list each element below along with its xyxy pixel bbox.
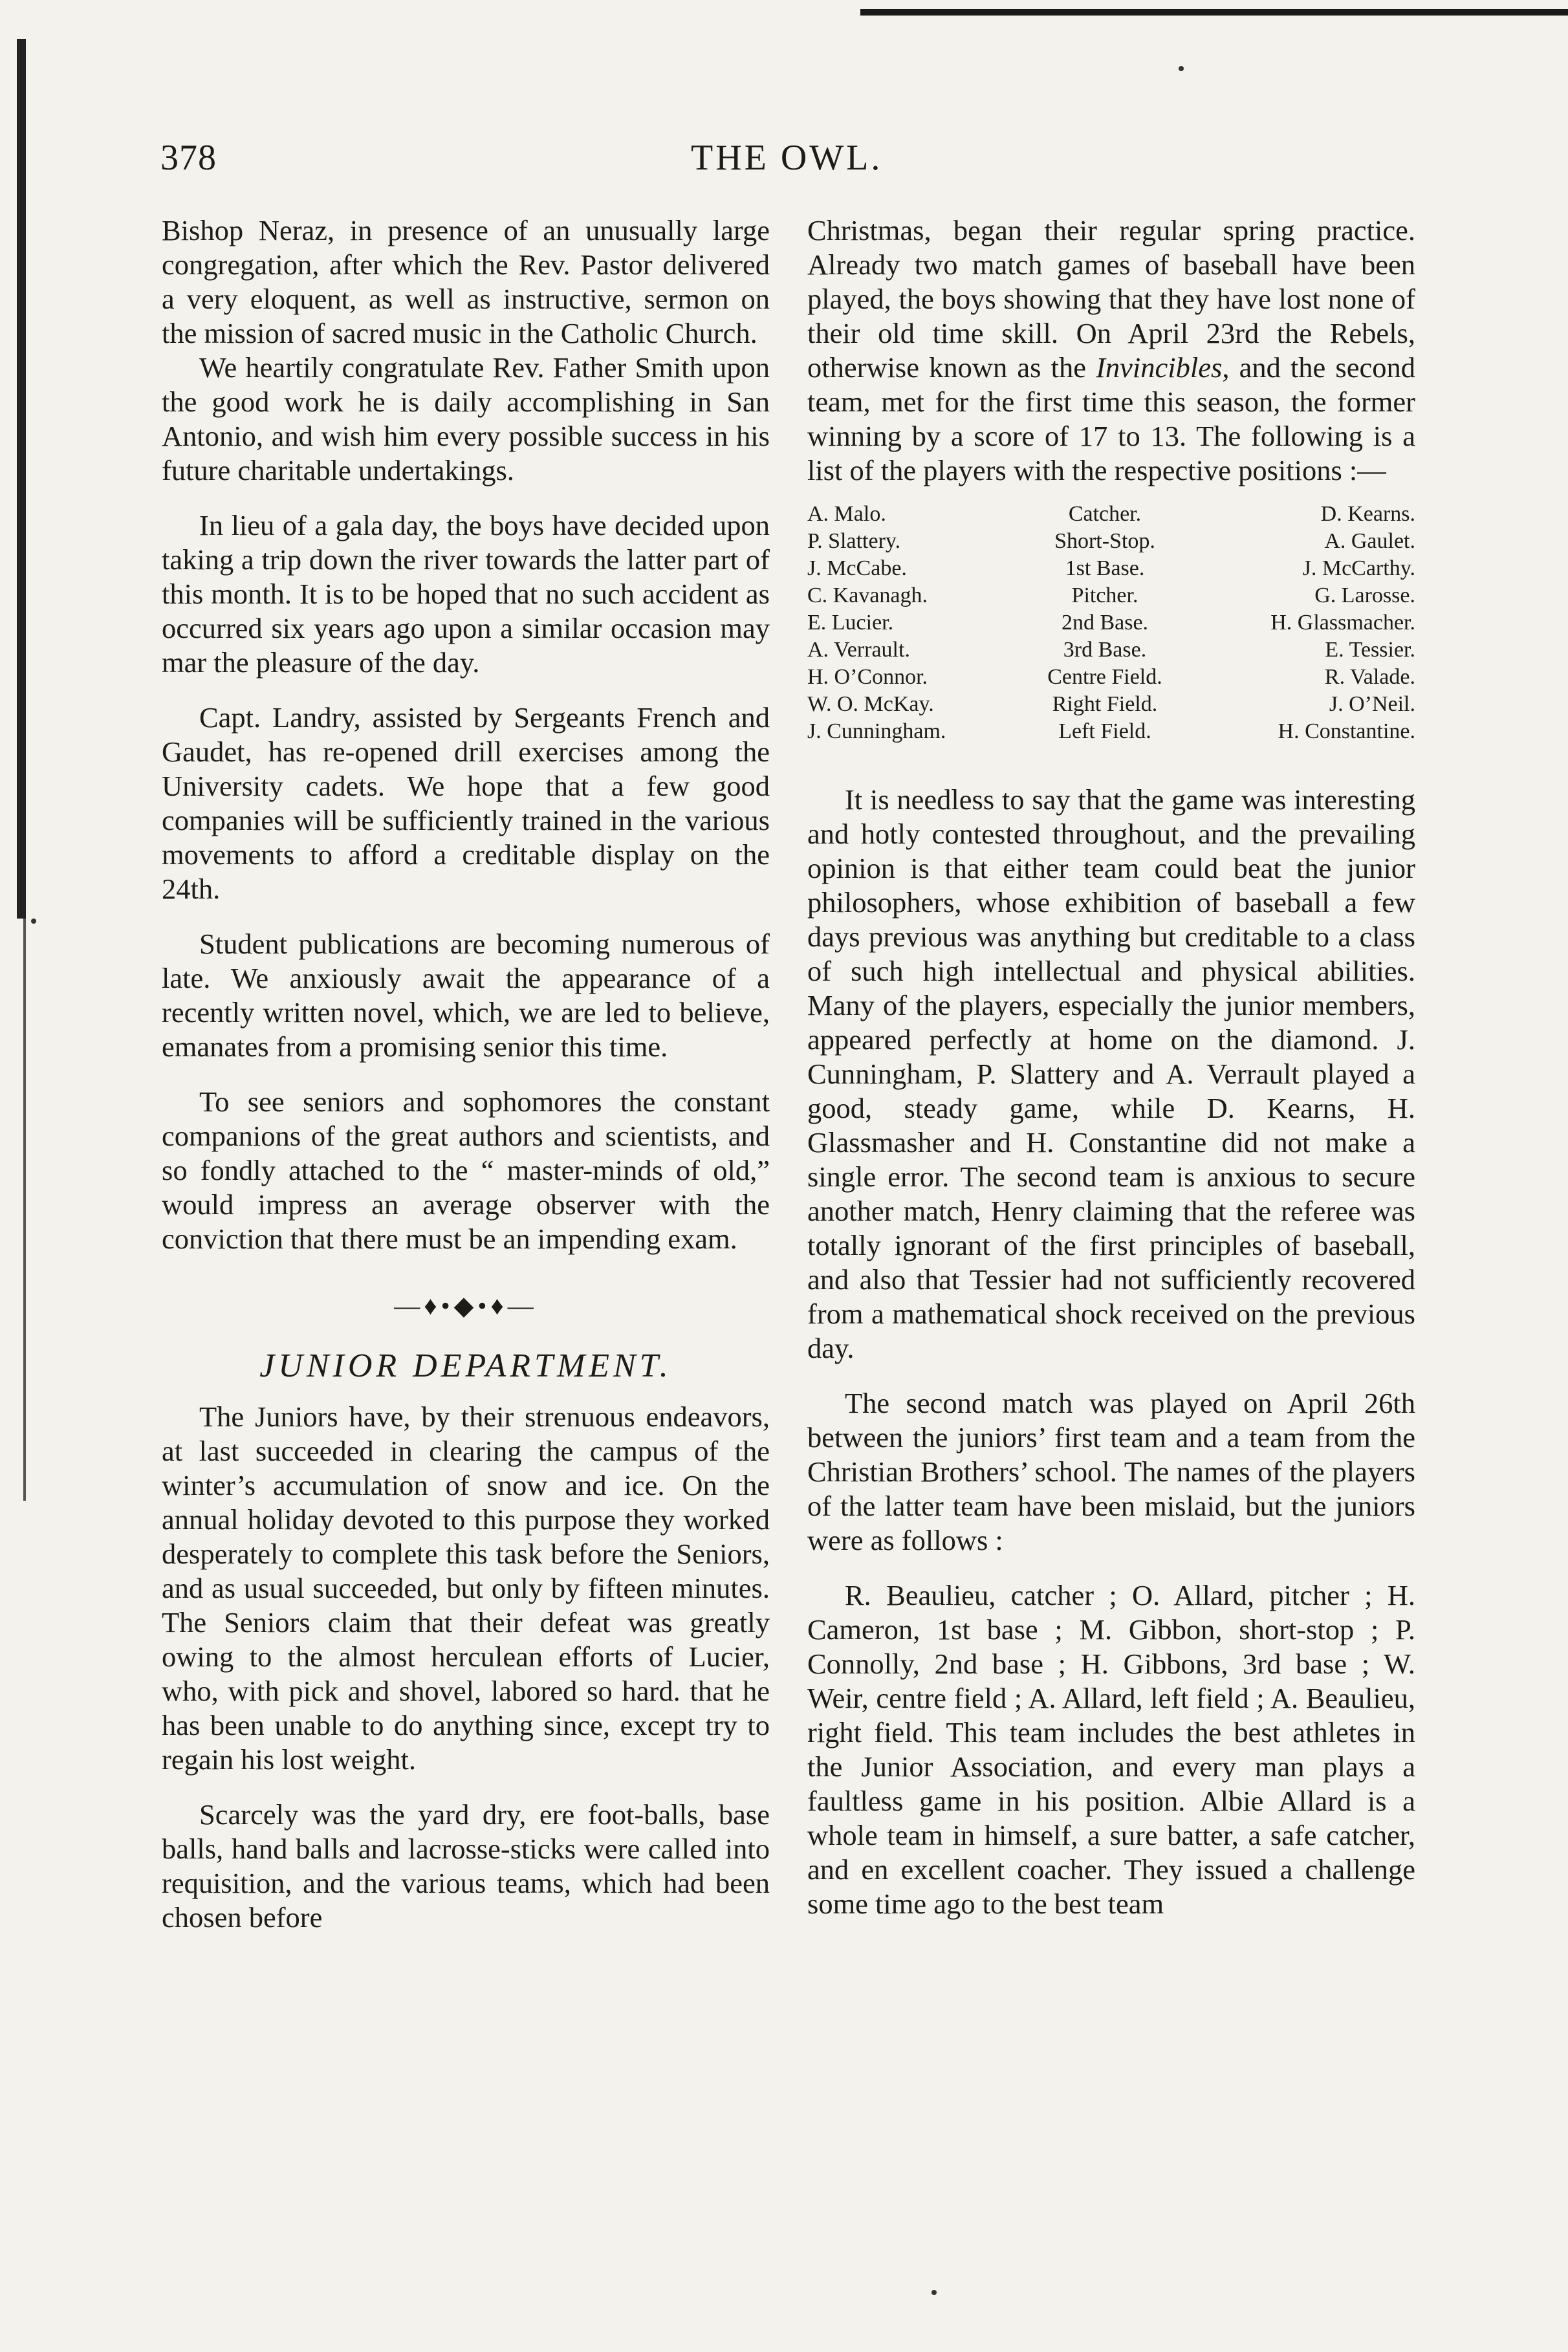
paragraph: The Juniors have, by their strenuous endeavors, at last succeeded in clearing the campus of the winter’s accumulation of snow and ice. On the annual holiday devoted to this purpose they worked desperately to complete this task before the Seniors, and as usual succeeded, but only by fifteen minutes. The Seniors claim that their defeat was greatly owing to the almost herculean efforts of Lucier, who, with pick and shovel, labored so hard. that he has been unable to do anything since, except try to regain his lost weight. (162, 1400, 770, 1776)
rebels-player-cell: A. Malo. (807, 502, 886, 526)
table-row (807, 691, 1415, 718)
position-cell: 3rd Base. (1063, 638, 1147, 662)
paragraph (807, 213, 1415, 488)
ink-speck (931, 2290, 937, 2295)
table-row (807, 555, 1415, 582)
table-row (807, 664, 1415, 691)
paragraph: R. Beaulieu, catcher ; O. Allard, pitcher ; H. Cameron, 1st base ; M. Gibbon, short-stop ; P. Connolly, 2nd base ; H. Gibbons, 3rd base ; W. Weir, centre field ; A. Allard, left field ; A. Beaulieu, right field. This team includes the best athletes in the Junior Association, and every man plays a faultless game in his position. Albie Allard is a whole team in himself, a sure batter, a safe catcher, and en excellent coacher. They issued a challenge some time ago to the best team (807, 1579, 1415, 1920)
rebels-player-cell: W. O. McKay. (807, 692, 934, 716)
paragraph: Student publications are becoming numerous of late. We anxiously await the appearance of a recently written novel, which, we are led to believe, emanates from a promising senior this time. (162, 928, 770, 1063)
position-cell: 1st Base. (1065, 556, 1145, 580)
position-cell: Left Field. (1058, 719, 1151, 743)
second-team-player-cell: A. Gaulet. (1324, 529, 1415, 553)
text-run: Christmas, began their regular spring practice. Already two match games of baseball have been played, the boys showing that they have lost none of their old time skill. On April 23rd the Rebels, otherwise known as the (807, 214, 1415, 384)
position-cell: Right Field. (1052, 692, 1158, 716)
left-edge-shadow-lower (23, 919, 26, 1501)
position-cell: 2nd Base. (1061, 611, 1149, 635)
table-row (807, 718, 1415, 745)
page-number: 378 (160, 138, 217, 178)
table-row (807, 528, 1415, 555)
left-edge-shadow (17, 39, 26, 919)
rebels-player-cell: H. O’Connor. (807, 665, 928, 689)
paragraph: We heartily congratulate Rev. Father Smith upon the good work he is daily accomplishing in San Antonio, and wish him every possible success in his future charitable undertakings. (162, 351, 770, 486)
left-column (162, 213, 770, 1955)
text-run: , and the second team, met for the first time this season, the former winning by a score of 17 to 13. The following is a list of the players with the respective positions :— (807, 351, 1415, 486)
second-team-player-cell: D. Kearns. (1320, 502, 1415, 526)
second-team-player-cell: J. McCarthy. (1302, 556, 1415, 580)
rebels-player-cell: C. Kavanagh. (807, 583, 928, 607)
position-cell: Short-Stop. (1054, 529, 1155, 553)
table-row (807, 501, 1415, 528)
team-name: Invincibles (1096, 351, 1223, 384)
paragraph: It is needless to say that the game was interesting and hotly contested throughout, and the prevailing opinion is that either team could beat the junior philosophers, whose exhibition of baseball a few days previous was anything but creditable to a class of such high intellectual and physical abilities. Many of the players, especially the junior members, appeared perfectly at home on the diamond. J. Cunningham, P. Slattery and A. Verrault played a good, steady game, while D. Kearns, H. Glassmasher and H. Constantine did not make a single error. The second team is anxious to secure another match, Henry claiming that the referee was totally ignorant of the first principles of baseball, and also that Tessier had not sufficiently recovered from a mathematical shock received on the previous day. (807, 783, 1415, 1364)
second-team-player-cell: H. Glassmacher. (1270, 611, 1415, 635)
right-column (807, 213, 1415, 1942)
table-row (807, 582, 1415, 609)
rebels-player-cell: A. Verrault. (807, 638, 910, 662)
ink-speck (1179, 66, 1184, 71)
second-team-player-cell: H. Constantine. (1278, 719, 1415, 743)
paragraph: Capt. Landry, assisted by Sergeants French and Gaudet, has re-opened drill exercises among the University cadets. We hope that a few good companies will be sufficiently trained in the various movements to afford a creditable display on the 24th. (162, 701, 770, 905)
section-title: JUNIOR DEPARTMENT. (259, 1347, 672, 1384)
paragraph: To see seniors and sophomores the constant companions of the great authors and scientists, and so fondly attached to the “ master-minds of old,” would impress an average observer with the conviction that there must be an impending exam. (162, 1085, 770, 1255)
page-header (160, 137, 1415, 189)
paragraph: The second match was played on April 26th between the juniors’ first team and a team from the Christian Brothers’ school. The names of the players of the latter team have been mislaid, but the juniors were as follows : (807, 1387, 1415, 1556)
second-team-player-cell: J. O’Neil. (1329, 692, 1415, 716)
position-cell: Pitcher. (1071, 583, 1138, 607)
rebels-player-cell: E. Lucier. (807, 611, 894, 635)
paragraph: Bishop Neraz, in presence of an unusually large congregation, after which the Rev. Pastor delivered a very eloquent, as well as instructive, sermon on the mission of sacred music in the Catholic Church. (162, 214, 770, 349)
lineup-table (807, 501, 1415, 745)
top-edge-rule (860, 9, 1568, 16)
second-team-player-cell: G. Larosse. (1314, 583, 1415, 607)
second-team-player-cell: R. Valade. (1324, 665, 1415, 689)
position-cell: Catcher. (1068, 502, 1142, 526)
running-title: THE OWL. (691, 138, 883, 178)
paragraph: In lieu of a gala day, the boys have decided upon taking a trip down the river towards the latter part of this month. It is to be hoped that no such accident as occurred six years ago upon a similar occasion may mar the pleasure of the day. (162, 509, 770, 679)
section-ornament: —♦•◆•♦— (394, 1291, 538, 1320)
second-team-player-cell: E. Tessier. (1325, 638, 1415, 662)
paragraph: Scarcely was the yard dry, ere foot-balls, base balls, hand balls and lacrosse-sticks were called into requisition, and the various teams, which had been chosen before (162, 1798, 770, 1933)
position-cell: Centre Field. (1047, 665, 1162, 689)
ink-speck (31, 919, 36, 924)
table-row (807, 637, 1415, 664)
rebels-player-cell: J. Cunningham. (807, 719, 946, 743)
rebels-player-cell: P. Slattery. (807, 529, 901, 553)
rebels-player-cell: J. McCabe. (807, 556, 907, 580)
table-row (807, 609, 1415, 637)
